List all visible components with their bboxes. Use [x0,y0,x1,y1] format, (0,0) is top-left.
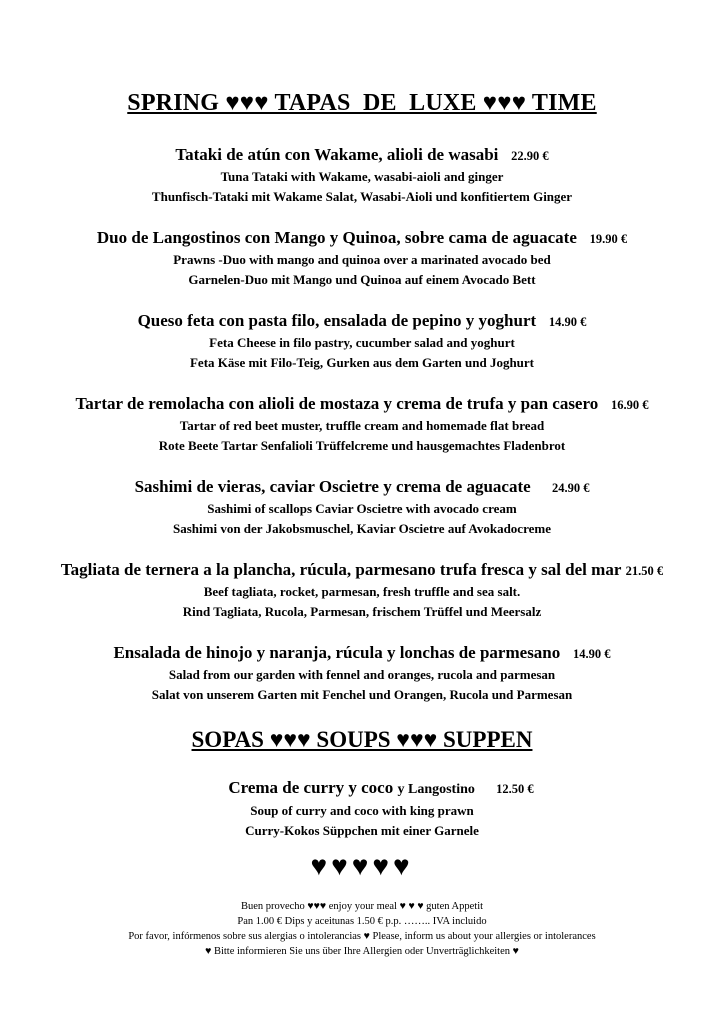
dish-german: Sashimi von der Jakobsmuschel, Kaviar Oscietre auf Avokadocreme [173,521,551,536]
dish-item [0,393,724,456]
dish-name: Ensalada de hinojo y naranja, rúcula y lonchas de parmesano [113,643,561,662]
dish-german: Feta Käse mit Filo-Teig, Gurken aus dem Garten und Joghurt [189,355,535,370]
dish-name: Tataki de atún con Wakame, alioli de wasabi [175,145,499,164]
dish-price: 24.90 € [551,481,590,495]
footer-line: Por favor, infórmenos sobre sus alergias o intolerancias ♥ Please, inform us about your allergies or intolerances [128,931,596,942]
dish-name: Tagliata de ternera a la plancha, rúcula, parmesano trufa fresca y sal del mar [60,560,622,579]
dish-german: Salat von unserem Garten mit Fenchel und Orangen, Rucola und Parmesan [151,687,573,702]
soup-item [0,777,724,841]
dish-item [0,144,724,207]
dish-item [0,642,724,705]
dish-german: Rote Beete Tartar Senfalioli Trüffelcreme und hausgemachtes Fladenbrot [158,438,566,453]
dish-english: Tuna Tataki with Wakame, wasabi-aioli and ginger [220,169,504,184]
dish-price: 22.90 € [511,149,549,163]
dish-name: Queso feta con pasta filo, ensalada de pepino y yoghurt [137,311,537,330]
dish-item [0,559,724,622]
dish-german: Thunfisch-Tataki mit Wakame Salat, Wasabi-Aioli und konfitiertem Ginger [151,189,573,204]
dish-item [0,310,724,373]
soup-name: Crema de curry y coco [228,778,394,797]
dish-price: 14.90 € [573,647,611,661]
dish-name: Tartar de remolacha con alioli de mostaza y crema de trufa y pan casero [75,394,599,413]
soup-name-suffix: y Langostino [397,782,475,797]
dish-price: 16.90 € [610,398,649,412]
dish-price: 19.90 € [589,232,628,246]
dish-item [0,476,724,539]
soup-german: Curry-Kokos Süppchen mit einer Garnele [245,823,479,838]
footer-line: ♥ Bitte informieren Sie uns über Ihre Allergien oder Unverträglichkeiten ♥ [205,946,519,957]
dish-name: Sashimi de vieras, caviar Oscietre y crema de aguacate [134,477,531,496]
dish-english: Prawns -Duo with mango and quinoa over a marinated avocado bed [173,252,551,267]
footer-line: Pan 1.00 € Dips y aceitunas 1.50 € p.p. …….. IVA incluido [237,916,487,927]
menu-title: SPRING ♥♥♥ TAPAS DE LUXE ♥♥♥ TIME [127,90,597,116]
dish-english: Tartar of red beet muster, truffle cream and homemade flat bread [179,418,545,433]
dish-english: Sashimi of scallops Caviar Oscietre with avocado cream [207,501,517,516]
soup-price: 12.50 € [496,782,534,796]
footer-notes [0,899,724,959]
dish-german: Garnelen-Duo mit Mango und Quinoa auf einem Avocado Bett [188,272,536,287]
dish-price: 21.50 € [625,564,664,578]
dish-english: Beef tagliata, rocket, parmesan, fresh truffle and sea salt. [203,584,521,599]
soups-title: SOPAS ♥♥♥ SOUPS ♥♥♥ SUPPEN [191,727,533,752]
dish-name: Duo de Langostinos con Mango y Quinoa, sobre cama de aguacate [96,228,577,247]
hearts-decoration: ♥♥♥♥♥ [310,851,414,882]
dish-item [0,227,724,290]
dish-english: Feta Cheese in filo pastry, cucumber salad and yoghurt [209,335,515,350]
footer-line: Buen provecho ♥♥♥ enjoy your meal ♥ ♥ ♥ guten Appetit [240,901,484,912]
dish-price: 14.90 € [548,315,587,329]
dish-english: Salad from our garden with fennel and oranges, rucola and parmesan [168,667,556,682]
soup-english: Soup of curry and coco with king prawn [250,803,474,818]
dish-german: Rind Tagliata, Rucola, Parmesan, frischem Trüffel und Meersalz [182,604,542,619]
